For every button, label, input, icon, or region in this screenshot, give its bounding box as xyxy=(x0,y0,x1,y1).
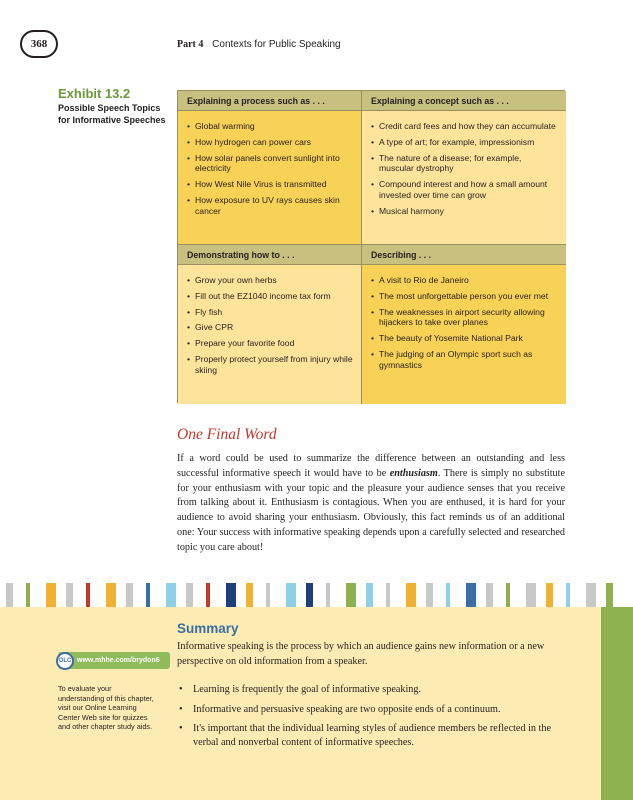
decorative-bar xyxy=(326,583,330,607)
decorative-bar xyxy=(266,583,270,607)
list-item: • It's important that the individual learning styles of audience members be reflected in the verbal and nonverbal content of informative speeches. xyxy=(177,722,572,749)
list-item: • A visit to Rio de Janeiro xyxy=(371,275,558,286)
exhibit-title: Exhibit 13.2 xyxy=(58,86,131,101)
green-edge-tab xyxy=(601,607,633,800)
body-paragraph xyxy=(177,452,565,556)
list-item: • How West Nile Virus is transmitted xyxy=(187,179,353,190)
decorative-bar xyxy=(306,583,313,607)
list-item: • How hydrogen can power cars xyxy=(187,137,353,148)
decorative-bar xyxy=(246,583,253,607)
list-item: • Global warming xyxy=(187,121,353,132)
cell-heading: Explaining a process such as . . . xyxy=(178,91,361,111)
decorative-bar xyxy=(346,583,356,607)
decorative-bar xyxy=(446,583,450,607)
exhibit-description: Possible Speech Topics for Informative Speeches xyxy=(58,103,166,125)
decorative-bar xyxy=(426,583,433,607)
summary-bullets xyxy=(177,683,572,755)
list-item: • Properly protect yourself from injury while skiing xyxy=(187,354,353,376)
list-item: • The beauty of Yosemite National Park xyxy=(371,333,558,344)
decorative-bar xyxy=(206,583,210,607)
decorative-bar-strip xyxy=(0,583,633,607)
list-item: • The weaknesses in airport security allowing hijackers to take over planes xyxy=(371,307,558,329)
list-item: • Give CPR xyxy=(187,322,353,333)
topics-table xyxy=(177,90,565,403)
para-emphasis: enthusiasm xyxy=(389,467,438,479)
decorative-bar xyxy=(46,583,56,607)
decorative-bar xyxy=(386,583,390,607)
decorative-bar xyxy=(406,583,416,607)
decorative-bar xyxy=(466,583,476,607)
list-item: • Prepare your favorite food xyxy=(187,338,353,349)
running-head xyxy=(177,39,341,50)
olc-logo-icon: OLC xyxy=(56,652,74,670)
decorative-bar xyxy=(6,583,13,607)
topic-list xyxy=(178,111,361,217)
list-item: • Fly fish xyxy=(187,307,353,318)
decorative-bar xyxy=(506,583,510,607)
decorative-bar xyxy=(526,583,536,607)
decorative-bar xyxy=(126,583,133,607)
cell-heading: Describing . . . xyxy=(362,245,566,265)
list-item: • The judging of an Olympic sport such as gymnastics xyxy=(371,349,558,371)
decorative-bar xyxy=(26,583,30,607)
decorative-bar xyxy=(66,583,73,607)
cell-heading: Explaining a concept such as . . . xyxy=(362,91,566,111)
decorative-bar xyxy=(226,583,236,607)
topic-list xyxy=(178,265,361,376)
topic-list xyxy=(362,111,566,217)
decorative-bar xyxy=(286,583,296,607)
list-item: • A type of art; for example, impressionism xyxy=(371,137,558,148)
para-text: If a word could be used to summarize the difference between an outstanding and less successful informative speech it would have to be xyxy=(177,453,565,479)
decorative-bar xyxy=(566,583,570,607)
olc-url[interactable]: www.mhhe.com/brydon6 xyxy=(77,657,160,664)
decorative-bar xyxy=(186,583,193,607)
decorative-bar xyxy=(106,583,116,607)
summary-title: Summary xyxy=(177,621,239,636)
list-item: • Informative and persuasive speaking are two opposite ends of a continuum. xyxy=(177,703,572,717)
list-item: • How solar panels convert sunlight into electricity xyxy=(187,153,353,175)
list-item: • Learning is frequently the goal of informative speaking. xyxy=(177,683,572,697)
topic-list xyxy=(362,265,566,371)
exhibit-caption xyxy=(58,86,168,126)
cell-demonstrating xyxy=(178,245,362,404)
cell-process xyxy=(178,91,362,245)
page-number: 368 xyxy=(20,30,58,58)
decorative-bar xyxy=(586,583,596,607)
part-title: Contexts for Public Speaking xyxy=(212,39,341,50)
summary-intro: Informative speaking is the process by which an audience gains new information or a new perspective on old information from a speaker. xyxy=(177,641,545,667)
decorative-bar xyxy=(606,583,613,607)
decorative-bar xyxy=(366,583,373,607)
list-item: • Compound interest and how a small amount invested over time can grow xyxy=(371,179,558,201)
cell-heading: Demonstrating how to . . . xyxy=(178,245,361,265)
decorative-bar xyxy=(166,583,176,607)
list-item: • Credit card fees and how they can accumulate xyxy=(371,121,558,132)
list-item: • How exposure to UV rays causes skin cancer xyxy=(187,195,353,217)
list-item: • Fill out the EZ1040 income tax form xyxy=(187,291,353,302)
olc-link-badge[interactable] xyxy=(58,652,170,669)
list-item: • Grow your own herbs xyxy=(187,275,353,286)
section-title: One Final Word xyxy=(177,426,277,443)
cell-describing xyxy=(362,245,566,404)
list-item: • The most unforgettable person you ever met xyxy=(371,291,558,302)
decorative-bar xyxy=(146,583,150,607)
para-text: . There is simply no substitute for your enthusiasm with your topic and the pleasure your audience senses that you receive from talking about it. Enthusiasm is contagious. When you are enthused, it is hard for your audience to avoid sharing your enthusiasm. Obviously, this fact reminds us of an additional one: Your success with informative speaking depends upon a carefully selected and researched topic you care about! xyxy=(177,467,566,553)
decorative-bar xyxy=(486,583,493,607)
decorative-bar xyxy=(546,583,553,607)
cell-concept xyxy=(362,91,566,245)
part-label: Part 4 xyxy=(177,39,204,50)
list-item: • Musical harmony xyxy=(371,206,558,217)
list-item: • The nature of a disease; for example, muscular dystrophy xyxy=(371,153,558,175)
decorative-bar xyxy=(86,583,90,607)
olc-note: To evaluate your understanding of this chapter, visit our Online Learning Center Web site for quizzes and other chapter study aids. xyxy=(58,684,154,731)
